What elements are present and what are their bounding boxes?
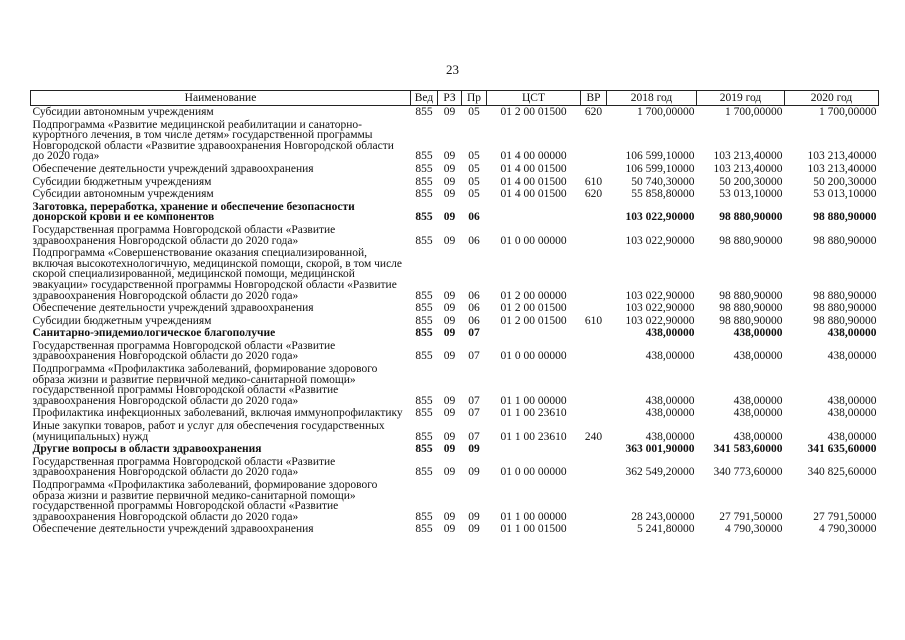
row-2019: 98 880,90000 — [719, 302, 783, 315]
row-rz: 09 — [443, 188, 456, 201]
row-cst: 01 4 00 01500 — [500, 188, 567, 201]
table-row — [31, 327, 879, 340]
table-row — [31, 119, 879, 163]
row-2018: 103 022,90000 — [625, 289, 695, 302]
row-2019: 98 880,90000 — [719, 289, 783, 302]
row-ved: 855 — [415, 407, 433, 420]
row-vr: 610 — [584, 175, 603, 188]
row-2019: 103 213,40000 — [713, 150, 783, 163]
row-2019: 438,00000 — [733, 327, 783, 340]
row-2018: 363 001,90000 — [625, 443, 695, 456]
row-rz: 09 — [443, 106, 456, 118]
table-row — [31, 456, 879, 479]
row-cst: 01 2 00 01500 — [500, 106, 567, 118]
row-2020: 98 880,90000 — [813, 234, 877, 247]
row-2018: 55 858,80000 — [631, 188, 695, 201]
row-ved: 855 — [415, 234, 433, 247]
row-pr: 05 — [468, 106, 480, 118]
row-2020: 438,00000 — [827, 327, 877, 340]
row-ved: 855 — [415, 443, 433, 456]
row-name: Санитарно-эпидемиологическое благополучие — [32, 327, 276, 340]
table-row — [31, 302, 879, 315]
row-2020: 27 791,50000 — [813, 510, 877, 523]
row-pr: 09 — [468, 466, 480, 479]
row-cst: 01 4 00 01500 — [500, 175, 567, 188]
row-name: Профилактика инфекционных заболеваний, включая иммунопрофилактику — [32, 407, 403, 420]
row-vr — [581, 456, 607, 479]
header-rz: РЗ — [438, 91, 462, 106]
row-rz: 09 — [443, 234, 456, 247]
row-2019: 340 773,60000 — [713, 466, 783, 479]
row-rz: 09 — [443, 150, 456, 163]
row-pr: 06 — [468, 289, 480, 302]
row-cst: 01 0 00 00000 — [500, 234, 567, 247]
row-vr — [581, 327, 607, 340]
row-ved: 855 — [415, 466, 433, 479]
row-name: Заготовка, переработка, хранение и обеспечение безопасности донорской крови и ее компонентов — [32, 200, 355, 224]
row-rz: 09 — [443, 302, 456, 315]
table-row — [31, 407, 879, 420]
row-name: Субсидии автономным учреждениям — [32, 188, 214, 201]
row-vr — [581, 201, 607, 224]
row-2018: 438,00000 — [645, 407, 695, 420]
row-2020: 438,00000 — [827, 407, 877, 420]
row-ved: 855 — [415, 327, 433, 340]
row-cst: 01 1 00 00000 — [500, 394, 567, 407]
row-cst: 01 1 00 23610 — [500, 407, 567, 420]
header-pr: Пр — [462, 91, 487, 106]
row-ved: 855 — [415, 430, 433, 443]
row-2018: 103 022,90000 — [625, 234, 695, 247]
row-2019: 98 880,90000 — [719, 211, 783, 224]
row-2020: 438,00000 — [827, 394, 877, 407]
header-cst: ЦСТ — [487, 91, 581, 106]
row-vr: 240 — [584, 430, 603, 443]
row-2018: 103 022,90000 — [625, 211, 695, 224]
row-2018: 438,00000 — [645, 327, 695, 340]
table-row — [31, 163, 879, 176]
row-pr: 07 — [468, 407, 480, 420]
row-ved: 855 — [415, 106, 433, 118]
row-rz: 09 — [443, 510, 456, 523]
row-rz: 09 — [443, 314, 456, 327]
row-ved: 855 — [415, 289, 433, 302]
row-2019: 341 583,60000 — [713, 443, 783, 456]
header-vr: ВР — [581, 91, 607, 106]
table-row — [31, 443, 879, 456]
row-cst: 01 1 00 00000 — [500, 510, 567, 523]
row-pr: 09 — [468, 443, 480, 456]
row-vr: 620 — [584, 106, 603, 118]
table-row — [31, 479, 879, 523]
row-2019: 103 213,40000 — [713, 162, 783, 175]
row-cst: 01 0 00 00000 — [500, 350, 567, 363]
row-vr — [581, 407, 607, 420]
row-2020: 50 200,30000 — [813, 175, 877, 188]
row-2019: 53 013,10000 — [719, 188, 783, 201]
row-name: Подпрограмма «Профилактика заболеваний, формирование здорового образа жизни и развитие первичной медико-санитарной помощи» государственной программы Новгородской области «Развитие здравоохранения Новгородской области до 2020 года» — [32, 363, 378, 407]
row-2020: 341 635,60000 — [807, 443, 877, 456]
row-pr: 06 — [468, 234, 480, 247]
row-rz: 09 — [443, 430, 456, 443]
row-2018: 362 549,20000 — [625, 466, 695, 479]
row-2018: 106 599,10000 — [625, 162, 695, 175]
row-2018: 103 022,90000 — [625, 314, 695, 327]
row-vr — [581, 163, 607, 176]
row-ved: 855 — [415, 314, 433, 327]
row-ved: 855 — [415, 162, 433, 175]
row-vr — [581, 479, 607, 523]
row-2018: 28 243,00000 — [631, 510, 695, 523]
row-2019: 438,00000 — [733, 407, 783, 420]
row-vr — [581, 523, 607, 536]
row-pr: 06 — [468, 211, 480, 224]
row-ved: 855 — [415, 211, 433, 224]
header-2018: 2018 год — [607, 91, 697, 106]
row-2019: 27 791,50000 — [719, 510, 783, 523]
table-row — [31, 340, 879, 363]
row-pr: 07 — [468, 430, 480, 443]
row-name: Субсидии бюджетным учреждениям — [32, 314, 212, 327]
row-vr — [581, 363, 607, 407]
row-2018: 438,00000 — [645, 350, 695, 363]
table-header-row — [31, 91, 879, 106]
row-cst: 01 2 00 01500 — [500, 302, 567, 315]
row-pr: 07 — [468, 327, 480, 340]
row-pr: 06 — [468, 314, 480, 327]
header-2019: 2019 год — [697, 91, 785, 106]
row-2018: 106 599,10000 — [625, 150, 695, 163]
row-2020: 103 213,40000 — [807, 162, 877, 175]
row-2020: 438,00000 — [827, 430, 877, 443]
row-rz: 09 — [443, 350, 456, 363]
row-rz: 09 — [443, 394, 456, 407]
row-name: Государственная программа Новгородской области «Развитие здравоохранения Новгородской области до 2020 года» — [32, 339, 336, 363]
row-2020: 103 213,40000 — [807, 150, 877, 163]
row-cst: 01 1 00 01500 — [500, 523, 567, 536]
row-2020: 53 013,10000 — [813, 188, 877, 201]
row-2020: 98 880,90000 — [813, 211, 877, 224]
row-2018: 438,00000 — [645, 430, 695, 443]
row-name: Подпрограмма «Развитие медицинской реабилитации и санаторно-курортного лечения, в том числе детям» государственной программы Новгородской области «Развитие здравоохранения Новгородской области до 2020 года» — [32, 118, 394, 163]
table-row — [31, 247, 879, 302]
row-2018: 1 700,00000 — [637, 106, 695, 118]
row-2019: 98 880,90000 — [719, 314, 783, 327]
row-name: Обеспечение деятельности учреждений здравоохранения — [32, 302, 314, 315]
row-ved: 855 — [415, 188, 433, 201]
row-ved: 855 — [415, 175, 433, 188]
row-name: Иные закупки товаров, работ и услуг для обеспечения государственных (муниципальных) нужд — [32, 420, 385, 443]
row-pr: 05 — [468, 150, 480, 163]
row-2019: 438,00000 — [733, 350, 783, 363]
row-2020: 340 825,60000 — [807, 466, 877, 479]
row-2019: 1 700,00000 — [725, 106, 783, 118]
row-ved: 855 — [415, 150, 433, 163]
row-vr — [581, 247, 607, 302]
row-2018: 103 022,90000 — [625, 302, 695, 315]
row-ved: 855 — [415, 523, 433, 536]
row-vr: 620 — [584, 188, 603, 201]
row-rz: 09 — [443, 162, 456, 175]
row-vr — [581, 340, 607, 363]
table-body — [31, 106, 879, 536]
header-name: Наименование — [31, 91, 411, 106]
row-rz: 09 — [443, 523, 456, 536]
row-name: Подпрограмма «Совершенствование оказания специализированной, включая высокотехнологичную, медицинской помощи, скорой, в том числе скорой специализированной, медицинской помощи, медицинской эвакуации» государственной программы Новгородской области «Развитие здравоохранения Новгородской области до 2020 года» — [32, 247, 403, 302]
table-row — [31, 224, 879, 247]
row-2020: 98 880,90000 — [813, 302, 877, 315]
row-name: Субсидии бюджетным учреждениям — [32, 175, 212, 188]
table-row — [31, 523, 879, 536]
table-row — [31, 106, 879, 119]
row-cst: 01 4 00 00000 — [500, 150, 567, 163]
table-row — [31, 315, 879, 328]
row-2020: 438,00000 — [827, 350, 877, 363]
budget-table — [30, 90, 879, 536]
row-ved: 855 — [415, 394, 433, 407]
row-name: Подпрограмма «Профилактика заболеваний, формирование здорового образа жизни и развитие первичной медико-санитарной помощи» государственной программы Новгородской области «Развитие здравоохранения Новгородской области до 2020 года» — [32, 479, 378, 523]
row-vr — [581, 119, 607, 163]
row-ved: 855 — [415, 302, 433, 315]
row-2020: 98 880,90000 — [813, 314, 877, 327]
row-2020: 4 790,30000 — [819, 523, 877, 536]
row-rz: 09 — [443, 466, 456, 479]
header-2020: 2020 год — [785, 91, 879, 106]
row-vr: 610 — [584, 314, 603, 327]
row-cst: 01 0 00 00000 — [500, 466, 567, 479]
row-rz: 09 — [443, 211, 456, 224]
row-name: Государственная программа Новгородской области «Развитие здравоохранения Новгородской области до 2020 года» — [32, 223, 336, 247]
row-pr: 05 — [468, 188, 480, 201]
row-pr: 06 — [468, 302, 480, 315]
row-vr — [581, 302, 607, 315]
row-2020: 1 700,00000 — [819, 106, 877, 118]
row-2019: 98 880,90000 — [719, 234, 783, 247]
row-2019: 4 790,30000 — [725, 523, 783, 536]
row-name: Другие вопросы в области здравоохранения — [32, 443, 262, 456]
row-pr: 07 — [468, 350, 480, 363]
row-2019: 438,00000 — [733, 394, 783, 407]
row-rz: 09 — [443, 289, 456, 302]
table-row — [31, 188, 879, 201]
table-row — [31, 363, 879, 407]
row-2018: 50 740,30000 — [631, 175, 695, 188]
row-2019: 50 200,30000 — [719, 175, 783, 188]
table-row — [31, 420, 879, 443]
row-cst — [487, 327, 581, 340]
table-row — [31, 176, 879, 189]
row-rz: 09 — [443, 443, 456, 456]
row-name: Субсидии автономным учреждениям — [32, 106, 214, 118]
row-pr: 07 — [468, 394, 480, 407]
row-vr — [581, 443, 607, 456]
row-ved: 855 — [415, 510, 433, 523]
row-rz: 09 — [443, 327, 456, 340]
row-cst: 01 1 00 23610 — [500, 430, 567, 443]
row-name: Обеспечение деятельности учреждений здравоохранения — [32, 162, 314, 175]
row-cst — [487, 443, 581, 456]
row-name: Государственная программа Новгородской области «Развитие здравоохранения Новгородской области до 2020 года» — [32, 455, 336, 479]
row-ved: 855 — [415, 350, 433, 363]
row-rz: 09 — [443, 175, 456, 188]
row-cst: 01 4 00 01500 — [500, 162, 567, 175]
row-pr: 09 — [468, 523, 480, 536]
row-name: Обеспечение деятельности учреждений здравоохранения — [32, 523, 314, 536]
row-cst — [487, 201, 581, 224]
row-pr: 05 — [468, 175, 480, 188]
header-ved: Вед — [411, 91, 438, 106]
row-2019: 438,00000 — [733, 430, 783, 443]
page-number: 23 — [446, 62, 459, 77]
row-vr — [581, 224, 607, 247]
row-cst: 01 2 00 01500 — [500, 314, 567, 327]
row-2018: 5 241,80000 — [637, 523, 695, 536]
table-row — [31, 201, 879, 224]
row-2018: 438,00000 — [645, 394, 695, 407]
row-2020: 98 880,90000 — [813, 289, 877, 302]
row-pr: 05 — [468, 162, 480, 175]
row-cst: 01 2 00 00000 — [500, 289, 567, 302]
row-rz: 09 — [443, 407, 456, 420]
row-pr: 09 — [468, 510, 480, 523]
